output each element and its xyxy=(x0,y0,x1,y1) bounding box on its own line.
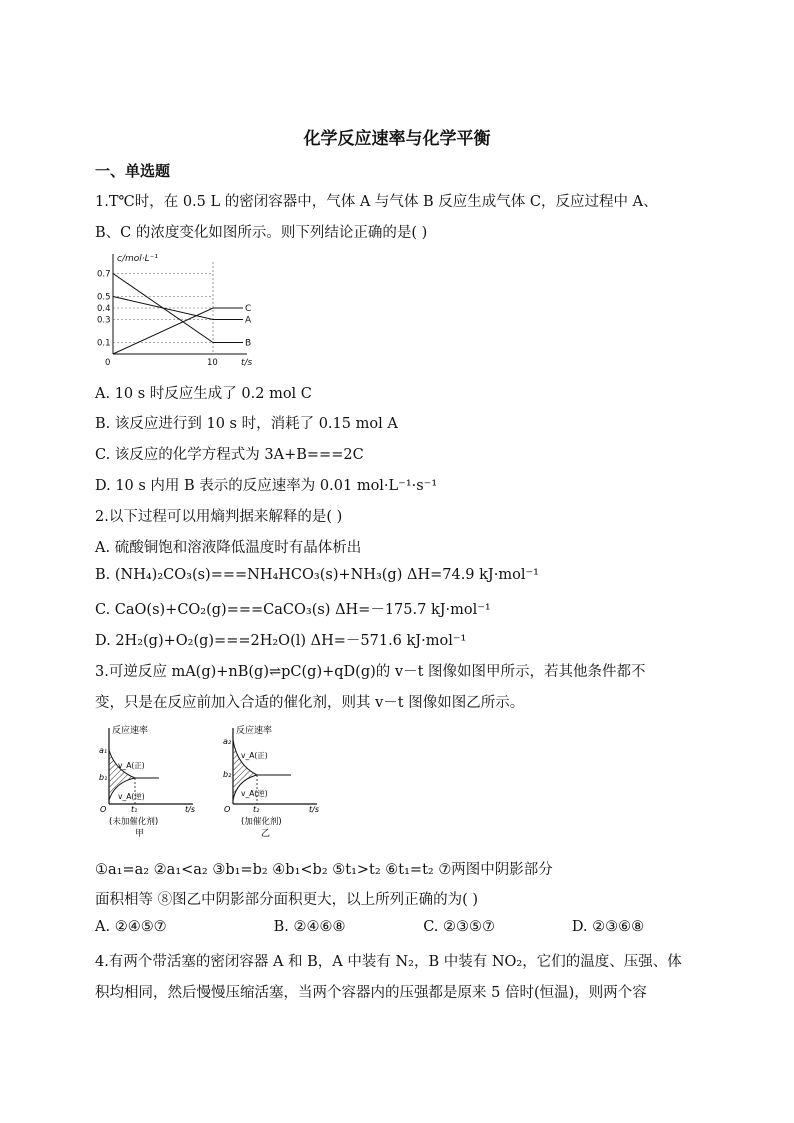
q1-concentration-chart xyxy=(95,250,255,370)
section-heading: 一、单选题 xyxy=(95,162,171,180)
origin-label: O xyxy=(100,805,107,814)
q1-option-b: B. 该反应进行到 10 s 时，消耗了 0.15 mol A xyxy=(95,416,398,432)
y-tick-label: 0.5 xyxy=(97,292,111,303)
caption-line1: (加催化剂) xyxy=(241,817,282,827)
y-tick-label: 0.1 xyxy=(97,338,111,349)
series-label-C: C xyxy=(245,304,252,314)
q3-option-d: D. ②③⑥⑧ xyxy=(571,919,645,935)
q2-option-b: B. (NH₄)₂CO₃(s)===NH₄HCO₃(s)+NH₃(g) ΔH=74.9 kJ·mol⁻¹ xyxy=(95,567,539,583)
q3-stem-line2: 变，只是在反应前加入合适的催化剂，则其 v－t 图像如图乙所示。 xyxy=(95,695,525,711)
y-label: 反应速率 xyxy=(236,726,273,736)
q3-option-a: A. ②④⑤⑦ xyxy=(95,919,167,935)
q1-option-d: D. 10 s 内用 B 表示的反应速率为 0.01 mol·L⁻¹·s⁻¹ xyxy=(95,478,438,494)
q1-stem-line1: 1.T℃时，在 0.5 L 的密闭容器中，气体 A 与气体 B 反应生成气体 C，反应过程中 A、 xyxy=(95,194,658,210)
q4-stem-line1: 4.有两个带活塞的密闭容器 A 和 B，A 中装有 N₂，B 中装有 NO₂，它们的温度、压强、体 xyxy=(95,954,682,970)
caption-line2: 甲 xyxy=(135,829,145,838)
series-label-B: B xyxy=(245,338,252,349)
b-label: b₁ xyxy=(99,773,108,782)
origin-label: O xyxy=(224,805,231,814)
q3-option-b: B. ②④⑥⑧ xyxy=(273,919,346,935)
y-label: 反应速率 xyxy=(112,726,149,736)
y-tick-label: 0.4 xyxy=(97,304,111,314)
reverse-label: v_A(逆) xyxy=(118,792,145,801)
reverse-label: v_A(逆) xyxy=(241,789,268,798)
t-label: t₂ xyxy=(253,805,260,814)
a-label: a₁ xyxy=(99,746,108,755)
page-title: 化学反应速率与化学平衡 xyxy=(303,129,491,149)
q2-stem: 2.以下过程可以用熵判据来解释的是( ) xyxy=(95,509,343,525)
q3-figure-left xyxy=(97,720,202,838)
x-label: t/s xyxy=(185,805,195,814)
q4-stem-line2: 积均相同，然后慢慢压缩活塞，当两个容器内的压强都是原来 5 倍时(恒温)，则两个容 xyxy=(95,985,647,1001)
x-tick-label: 10 xyxy=(207,358,218,368)
q2-option-c: C. CaO(s)+CO₂(g)===CaCO₃(s) ΔH=－175.7 kJ·mol⁻¹ xyxy=(95,602,491,618)
b-label: b₂ xyxy=(223,770,232,779)
caption-line1: (未加催化剂) xyxy=(109,817,159,827)
q3-stem-line1: 3.可逆反应 mA(g)+nB(g)⇌pC(g)+qD(g)的 v－t 图像如图甲所示，若其他条件都不 xyxy=(95,664,646,680)
q3-options xyxy=(95,919,644,935)
q3-statements-line2: 面积相等 ⑧图乙中阴影部分面积更大，以上所列正确的为( ) xyxy=(95,892,479,908)
q3-option-c: C. ②③⑤⑦ xyxy=(423,919,496,935)
a-label: a₂ xyxy=(223,737,232,746)
series-line-C xyxy=(113,308,243,354)
forward-label: v_A(正) xyxy=(241,751,268,760)
caption-line2: 乙 xyxy=(261,829,271,838)
series-label-A: A xyxy=(245,315,252,326)
x-axis-label: t/s xyxy=(241,358,253,368)
q3-figure-right xyxy=(221,720,326,838)
q1-stem-line2: B、C 的浓度变化如图所示。则下列结论正确的是( ) xyxy=(95,225,428,241)
q1-option-a: A. 10 s 时反应生成了 0.2 mol C xyxy=(95,386,312,402)
forward-label: v_A(正) xyxy=(118,761,145,770)
t-label: t₁ xyxy=(131,805,138,814)
q1-option-c: C. 该反应的化学方程式为 3A+B===2C xyxy=(95,447,364,463)
x-label: t/s xyxy=(309,805,319,814)
x-tick-label: 0 xyxy=(105,358,111,368)
q3-statements-line1: ①a₁=a₂ ②a₁<a₂ ③b₁=b₂ ④b₁<b₂ ⑤t₁>t₂ ⑥t₁=t₂ ⑦两图中阴影部分 xyxy=(95,862,553,878)
y-tick-label: 0.3 xyxy=(97,315,111,326)
q2-option-a: A. 硫酸铜饱和溶液降低温度时有晶体析出 xyxy=(95,540,362,556)
y-tick-label: 0.7 xyxy=(97,269,111,280)
q2-option-d: D. 2H₂(g)+O₂(g)===2H₂O(l) ΔH=－571.6 kJ·mol⁻¹ xyxy=(95,633,467,649)
y-axis-label: c/mol·L⁻¹ xyxy=(117,254,158,264)
